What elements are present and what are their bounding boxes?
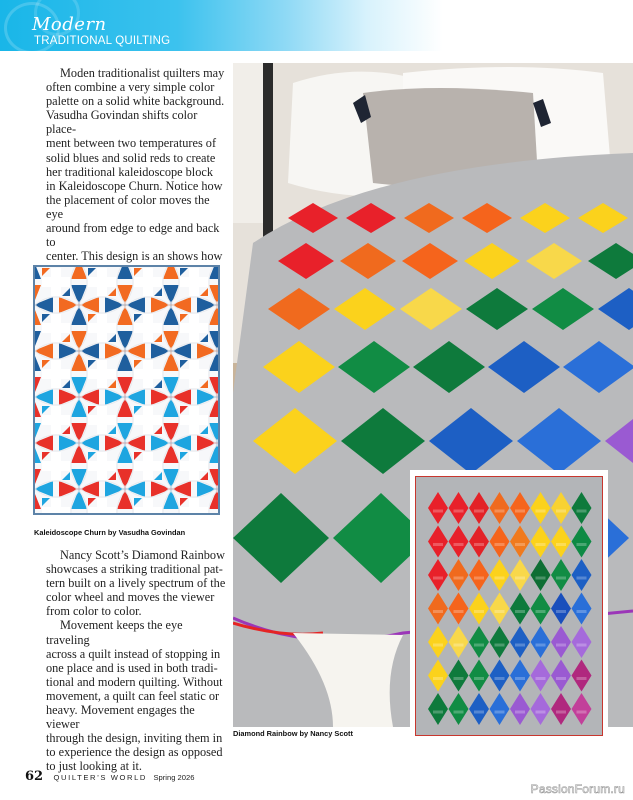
magazine-name: QUILTER’S WORLD	[53, 773, 148, 782]
section-script-title: Modern	[32, 14, 107, 35]
body-text: Moden traditionalist quilters may often combine a very simple color palette on a solid white background. Vasudha Govindan shifts color place- ment between two temperatures of solid blues and solid reds to create her traditional kaleidoscope block in Kaleidoscope Churn. Notice how the placement of color moves the eye around from edge to edge and back to center. This design is an shows how	[46, 66, 225, 264]
article-paragraphs-2-3	[46, 548, 226, 774]
page-footer	[25, 767, 194, 785]
figure-caption-diamond-rainbow: Diamond Rainbow by Nancy Scott	[233, 729, 353, 738]
kaleidoscope-churn-quilt-image	[33, 265, 220, 515]
page-number: 62	[25, 769, 44, 784]
diamond-grid	[416, 477, 601, 734]
section-title: TRADITIONAL QUILTING	[34, 35, 171, 47]
issue-date: Spring 2026	[153, 773, 195, 782]
figure-caption-kaleidoscope: Kaleidoscope Churn by Vasudha Govindan	[34, 528, 186, 537]
diamond-rainbow-quilt	[415, 476, 603, 736]
kaleidoscope-pattern	[35, 267, 218, 513]
body-text: Nancy Scott’s Diamond Rainbow showcases a striking traditional pat- tern built on a lively spectrum of the color wheel and moves the viewer from color to color.	[46, 548, 226, 619]
diamond-rainbow-inset-image	[410, 470, 608, 738]
body-text: Movement keeps the eye traveling across a quilt instead of stopping in one place and is used in both tradi- tional and modern quilting. Without movement, a quilt can feel static or heavy. Movement engages the viewer through the design, inviting them in to experience the design as opposed to just looking at it.	[46, 618, 223, 774]
watermark: PassionForum.ru	[530, 782, 625, 796]
section-header	[0, 0, 633, 51]
